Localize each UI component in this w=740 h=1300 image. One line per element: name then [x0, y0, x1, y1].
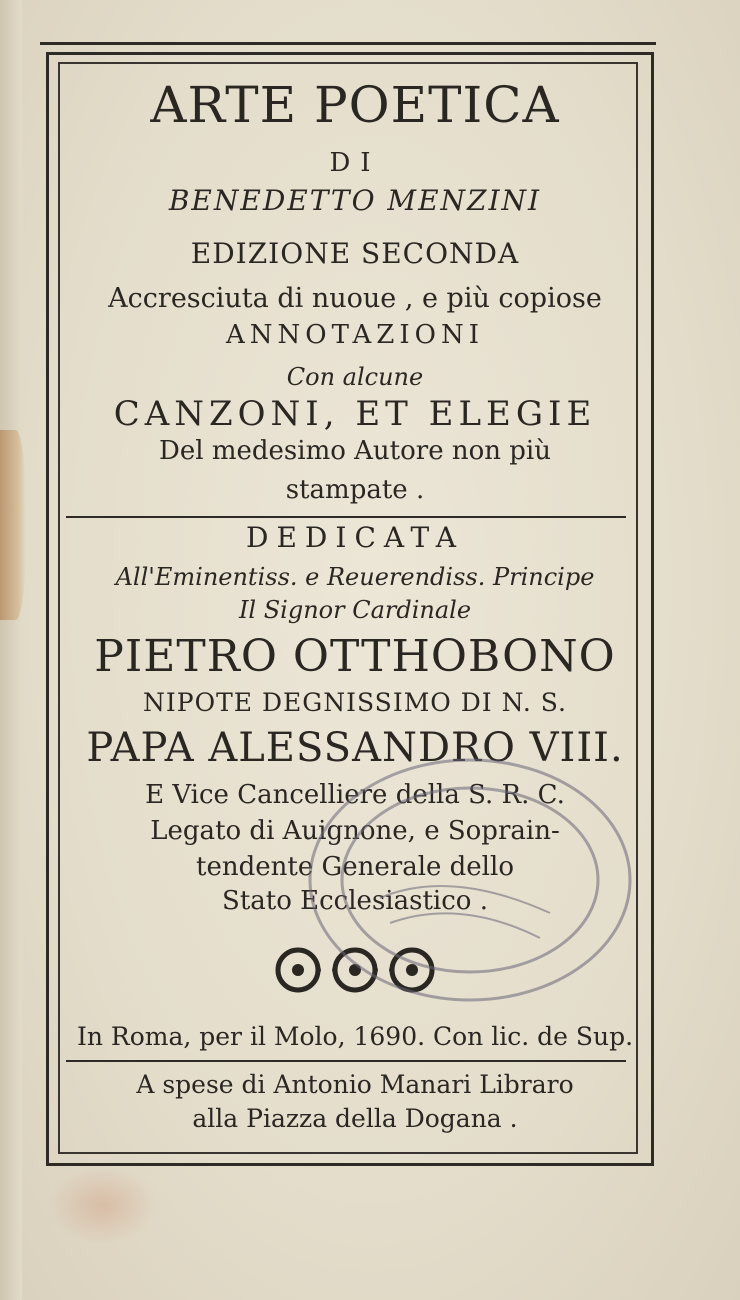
vice-line: E Vice Cancelliere della S. R. C. [145, 780, 565, 810]
edition-line: EDIZIONE SECONDA [190, 237, 520, 270]
canzoni-line: CANZONI, ET ELEGIE [113, 394, 597, 434]
book-title: ARTE POETICA [150, 76, 560, 134]
publisher-line: A spese di Antonio Manari Libraro [136, 1070, 574, 1099]
author-name: BENEDETTO MENZINI [168, 184, 542, 217]
section-rule-imprint [66, 1060, 626, 1062]
spine-edge [0, 0, 22, 1300]
spine-stain [0, 430, 26, 620]
eminence-line: All'Eminentiss. e Reuerendiss. Principe [115, 563, 595, 591]
stato-line: Stato Ecclesiastico . [222, 886, 488, 916]
dedicata-heading: DEDICATA [246, 521, 464, 554]
section-rule-dedication [66, 516, 626, 518]
signor-line: Il Signor Cardinale [238, 596, 472, 624]
imprint-place-line: In Roma, per il Molo, 1690. Con lic. de Sup. [76, 1022, 634, 1051]
frame-top-rule [40, 42, 656, 45]
foot-stain [48, 1165, 158, 1245]
legato-line: Legato di Auignone, e Soprain- [150, 816, 560, 846]
same-author-line: Del medesimo Autore non più [159, 436, 551, 466]
nipote-line: NIPOTE DEGNISSIMO DI N. S. [143, 688, 567, 717]
annotations-line: ANNOTAZIONI [226, 320, 484, 350]
unpublished-line: stampate . [285, 475, 425, 505]
tendente-line: tendente Generale dello [196, 852, 514, 882]
additions-line: Accresciuta di nuoue , e più copiose [108, 283, 602, 314]
address-line: alla Piazza della Dogana . [192, 1104, 518, 1133]
with-some-line: Con alcune [286, 363, 424, 391]
dedicatee-name: PIETRO OTTHOBONO [94, 631, 616, 682]
library-stamp-icon [300, 748, 640, 1013]
papa-line: PAPA ALESSANDRO VIII. [86, 725, 624, 771]
title-di: DI [329, 148, 381, 178]
